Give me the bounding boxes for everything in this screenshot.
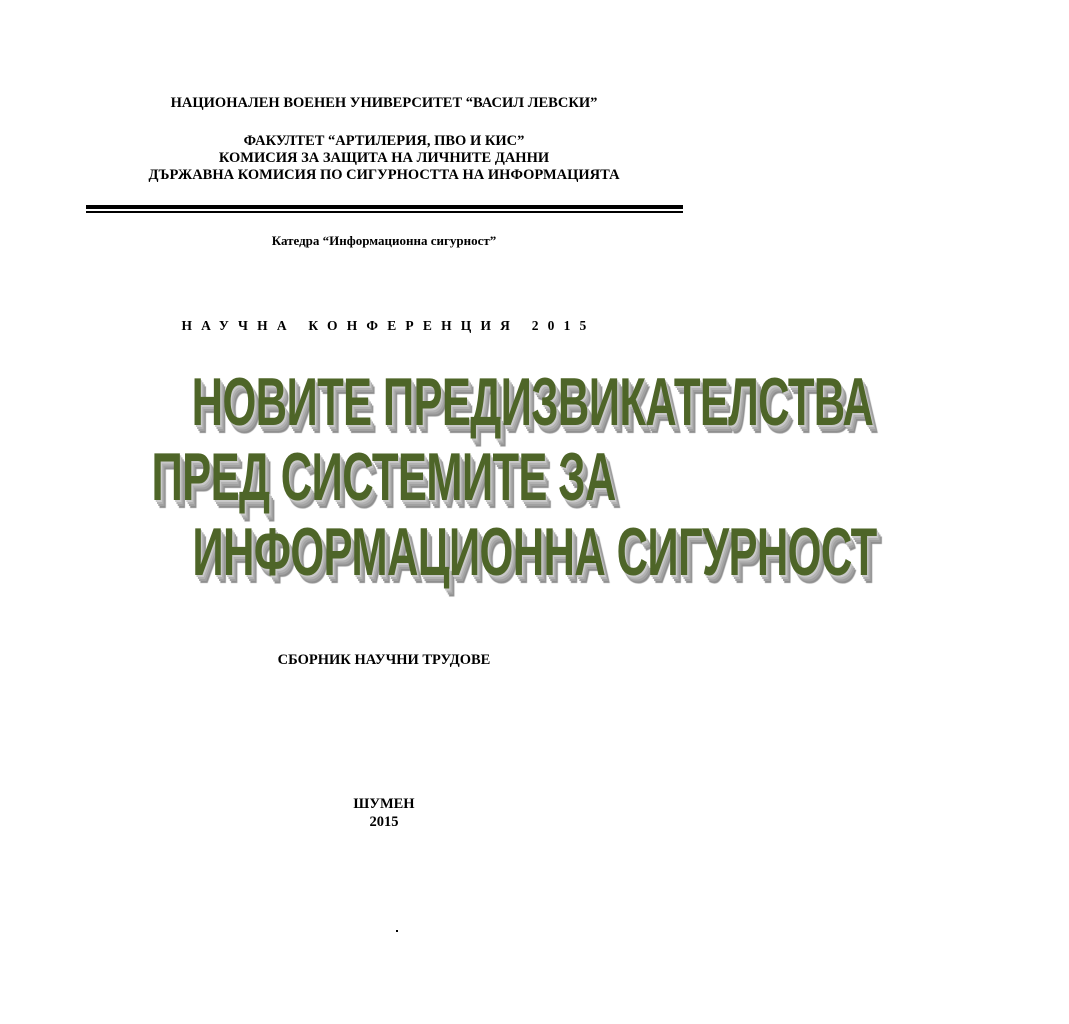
title-line-3-text: ИНФОРМАЦИОННА СИГУРНОСТ <box>192 514 877 590</box>
imprint-city: ШУМЕН <box>353 796 415 812</box>
title-line-3 <box>0 514 877 590</box>
title-line-1 <box>0 364 874 440</box>
department-name: Катедра “Информационна сигурност” <box>271 233 497 248</box>
university-name: НАЦИОНАЛЕН ВОЕНЕН УНИВЕРСИТЕТ “ВАСИЛ ЛЕВСКИ” <box>170 95 598 111</box>
conference-label: НАУЧНА КОНФЕРЕНЦИЯ 2015 <box>181 318 596 333</box>
commission-personal-data: КОМИСИЯ ЗА ЗАЩИТА НА ЛИЧНИТЕ ДАННИ <box>218 150 550 166</box>
commission-info-security: ДЪРЖАВНА КОМИСИЯ ПО СИГУРНОСТТА НА ИНФОРМАЦИЯТА <box>148 167 620 183</box>
header-divider-thick <box>86 205 683 209</box>
title-line-1-text: НОВИТЕ ПРЕДИЗВИКАТЕЛСТВА <box>191 364 874 440</box>
faculty-name: ФАКУЛТЕТ “АРТИЛЕРИЯ, ПВО И КИС” <box>243 133 525 149</box>
title-line-2 <box>0 439 768 515</box>
publication-type: СБОРНИК НАУЧНИ ТРУДОВЕ <box>277 652 491 668</box>
imprint-year: 2015 <box>369 814 399 830</box>
header-divider-thin <box>86 211 683 213</box>
title-line-2-text: ПРЕД СИСТЕМИТЕ ЗА <box>151 439 617 515</box>
page-dot-mark <box>396 930 398 932</box>
